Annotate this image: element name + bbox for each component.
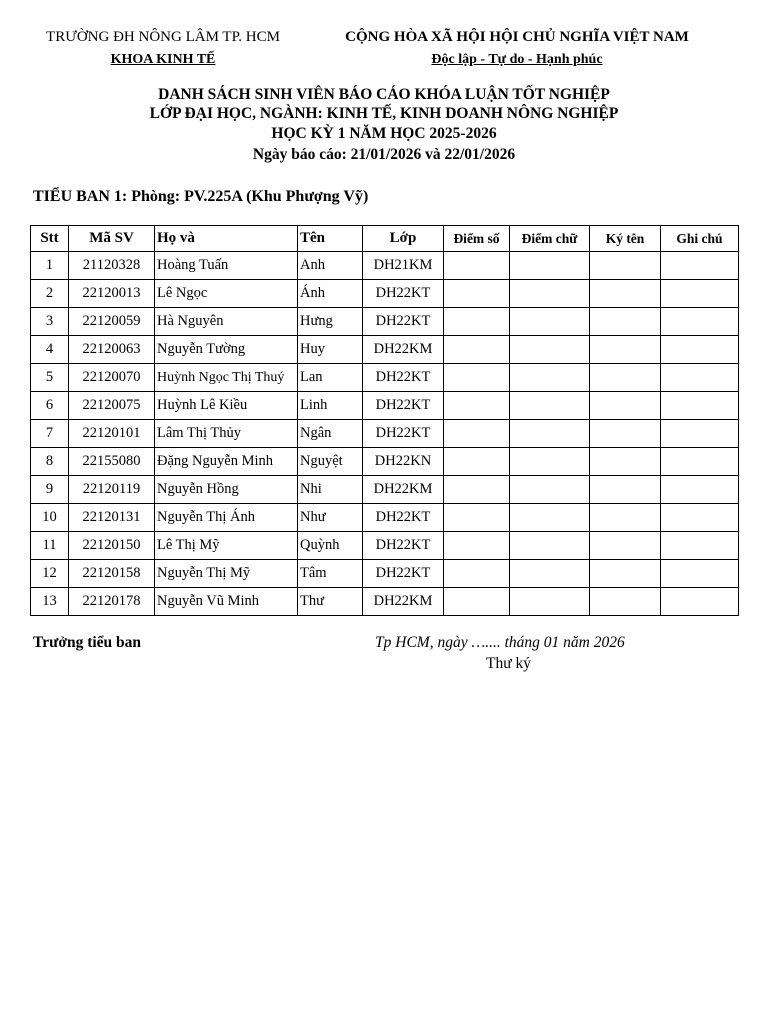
row-stt: 9	[31, 476, 69, 504]
column-header-notes: Ghi chú	[661, 226, 739, 252]
row-name: Nguyệt	[298, 448, 363, 476]
row-score-words	[510, 392, 590, 420]
row-name: Như	[298, 504, 363, 532]
row-stt: 4	[31, 336, 69, 364]
row-notes	[661, 308, 739, 336]
row-name: Ánh	[298, 280, 363, 308]
row-signature	[590, 336, 661, 364]
row-signature	[590, 280, 661, 308]
row-stt: 3	[31, 308, 69, 336]
row-score-words	[510, 476, 590, 504]
document-title: DANH SÁCH SINH VIÊN BÁO CÁO KHÓA LUẬN TỐT NGHIỆP	[158, 86, 610, 103]
row-stt: 2	[31, 280, 69, 308]
row-surname: Lê Thị Mỹ	[155, 532, 298, 560]
row-student-id: 22120059	[69, 308, 155, 336]
row-notes	[661, 532, 739, 560]
table-row	[31, 504, 739, 532]
row-surname: Nguyễn Tường	[155, 336, 298, 364]
column-header-surname: Họ và	[155, 226, 298, 252]
row-class: DH22KT	[363, 560, 444, 588]
row-signature	[590, 308, 661, 336]
row-name: Hưng	[298, 308, 363, 336]
row-student-id: 22120158	[69, 560, 155, 588]
row-name: Thư	[298, 588, 363, 616]
row-class: DH22KT	[363, 308, 444, 336]
row-name: Tâm	[298, 560, 363, 588]
row-class: DH22KN	[363, 448, 444, 476]
row-score	[444, 308, 510, 336]
row-score-words	[510, 252, 590, 280]
row-stt: 13	[31, 588, 69, 616]
row-score-words	[510, 588, 590, 616]
table-row	[31, 252, 739, 280]
row-stt: 8	[31, 448, 69, 476]
table-row	[31, 308, 739, 336]
row-score-words	[510, 532, 590, 560]
row-student-id: 22120150	[69, 532, 155, 560]
row-signature	[590, 448, 661, 476]
row-score	[444, 476, 510, 504]
table-row	[31, 280, 739, 308]
row-score	[444, 560, 510, 588]
row-class: DH22KT	[363, 280, 444, 308]
row-student-id: 22120178	[69, 588, 155, 616]
school-name: TRƯỜNG ĐH NÔNG LÂM TP. HCM	[46, 29, 280, 45]
row-surname: Nguyễn Hồng	[155, 476, 298, 504]
row-class: DH22KM	[363, 588, 444, 616]
row-surname: Huỳnh Lê Kiều	[155, 392, 298, 420]
row-score-words	[510, 336, 590, 364]
column-header-signature: Ký tên	[590, 226, 661, 252]
table-row	[31, 560, 739, 588]
row-surname: Hoàng Tuấn	[155, 252, 298, 280]
row-surname: Hà Nguyên	[155, 308, 298, 336]
row-class: DH22KT	[363, 504, 444, 532]
table-row	[31, 448, 739, 476]
row-signature	[590, 532, 661, 560]
row-notes	[661, 476, 739, 504]
row-signature	[590, 420, 661, 448]
row-stt: 5	[31, 364, 69, 392]
secretary-signature-label: Thư ký	[486, 655, 531, 672]
column-header-stt: Stt	[31, 226, 69, 252]
table-row	[31, 420, 739, 448]
row-score	[444, 448, 510, 476]
row-student-id: 22120075	[69, 392, 155, 420]
row-signature	[590, 392, 661, 420]
report-date: Ngày báo cáo: 21/01/2026 và 22/01/2026	[252, 146, 516, 163]
table-row	[31, 392, 739, 420]
chair-signature-label: Trưởng tiểu ban	[33, 634, 142, 651]
row-signature	[590, 504, 661, 532]
row-notes	[661, 560, 739, 588]
row-score-words	[510, 448, 590, 476]
row-score	[444, 588, 510, 616]
row-notes	[661, 280, 739, 308]
row-class: DH22KT	[363, 364, 444, 392]
row-notes	[661, 420, 739, 448]
republic-heading: CỘNG HÒA XÃ HỘI HỘI CHỦ NGHĨA VIỆT NAM	[345, 29, 689, 45]
row-name: Quỳnh	[298, 532, 363, 560]
row-score	[444, 420, 510, 448]
subcommittee-heading: TIỂU BAN 1: Phòng: PV.225A (Khu Phượng Vỹ)	[33, 188, 369, 205]
column-header-student-id: Mã SV	[69, 226, 155, 252]
table-row	[31, 364, 739, 392]
row-score	[444, 504, 510, 532]
row-score	[444, 532, 510, 560]
row-student-id: 22120013	[69, 280, 155, 308]
row-notes	[661, 448, 739, 476]
row-surname: Lâm Thị Thủy	[155, 420, 298, 448]
table-row	[31, 532, 739, 560]
row-name: Huy	[298, 336, 363, 364]
row-score-words	[510, 560, 590, 588]
table-header-row	[31, 226, 739, 252]
document-subtitle-semester: HỌC KỲ 1 NĂM HỌC 2025-2026	[271, 125, 497, 142]
row-class: DH22KT	[363, 420, 444, 448]
row-student-id: 22120131	[69, 504, 155, 532]
row-class: DH21KM	[363, 252, 444, 280]
row-stt: 11	[31, 532, 69, 560]
column-header-score: Điểm số	[444, 226, 510, 252]
row-notes	[661, 504, 739, 532]
row-class: DH22KT	[363, 532, 444, 560]
table-row	[31, 588, 739, 616]
row-surname: Lê Ngọc	[155, 280, 298, 308]
column-header-class: Lớp	[363, 226, 444, 252]
row-signature	[590, 476, 661, 504]
row-notes	[661, 588, 739, 616]
row-stt: 7	[31, 420, 69, 448]
row-score	[444, 364, 510, 392]
row-score	[444, 280, 510, 308]
signing-date: Tp HCM, ngày ….... tháng 01 năm 2026	[375, 634, 625, 651]
document-subtitle-class: LỚP ĐẠI HỌC, NGÀNH: KINH TẾ, KINH DOANH NÔNG NGHIỆP	[149, 105, 619, 122]
row-notes	[661, 392, 739, 420]
row-surname: Nguyễn Thị Mỹ	[155, 560, 298, 588]
row-score	[444, 252, 510, 280]
row-notes	[661, 252, 739, 280]
table-row	[31, 336, 739, 364]
row-score-words	[510, 308, 590, 336]
row-name: Ngân	[298, 420, 363, 448]
student-table	[30, 225, 739, 616]
row-student-id: 22120119	[69, 476, 155, 504]
row-score-words	[510, 420, 590, 448]
row-student-id: 22120063	[69, 336, 155, 364]
row-stt: 12	[31, 560, 69, 588]
row-stt: 6	[31, 392, 69, 420]
row-name: Linh	[298, 392, 363, 420]
row-surname: Nguyễn Vũ Minh	[155, 588, 298, 616]
row-student-id: 22120070	[69, 364, 155, 392]
row-signature	[590, 364, 661, 392]
row-score-words	[510, 280, 590, 308]
row-signature	[590, 588, 661, 616]
row-surname: Huỳnh Ngọc Thị Thuý	[155, 364, 298, 392]
row-class: DH22KM	[363, 336, 444, 364]
row-signature	[590, 560, 661, 588]
row-score	[444, 336, 510, 364]
row-student-id: 22120101	[69, 420, 155, 448]
row-score-words	[510, 364, 590, 392]
row-notes	[661, 364, 739, 392]
faculty-name: KHOA KINH TẾ	[110, 52, 216, 67]
row-student-id: 21120328	[69, 252, 155, 280]
column-header-name: Tên	[298, 226, 363, 252]
row-signature	[590, 252, 661, 280]
row-stt: 10	[31, 504, 69, 532]
row-name: Nhi	[298, 476, 363, 504]
national-motto: Độc lập - Tự do - Hạnh phúc	[431, 52, 603, 67]
row-student-id: 22155080	[69, 448, 155, 476]
column-header-score-words: Điểm chữ	[510, 226, 590, 252]
row-class: DH22KT	[363, 392, 444, 420]
row-surname: Nguyễn Thị Ánh	[155, 504, 298, 532]
row-name: Lan	[298, 364, 363, 392]
row-notes	[661, 336, 739, 364]
row-name: Anh	[298, 252, 363, 280]
row-stt: 1	[31, 252, 69, 280]
row-score-words	[510, 504, 590, 532]
row-surname: Đặng Nguyễn Minh	[155, 448, 298, 476]
row-score	[444, 392, 510, 420]
row-class: DH22KM	[363, 476, 444, 504]
table-row	[31, 476, 739, 504]
